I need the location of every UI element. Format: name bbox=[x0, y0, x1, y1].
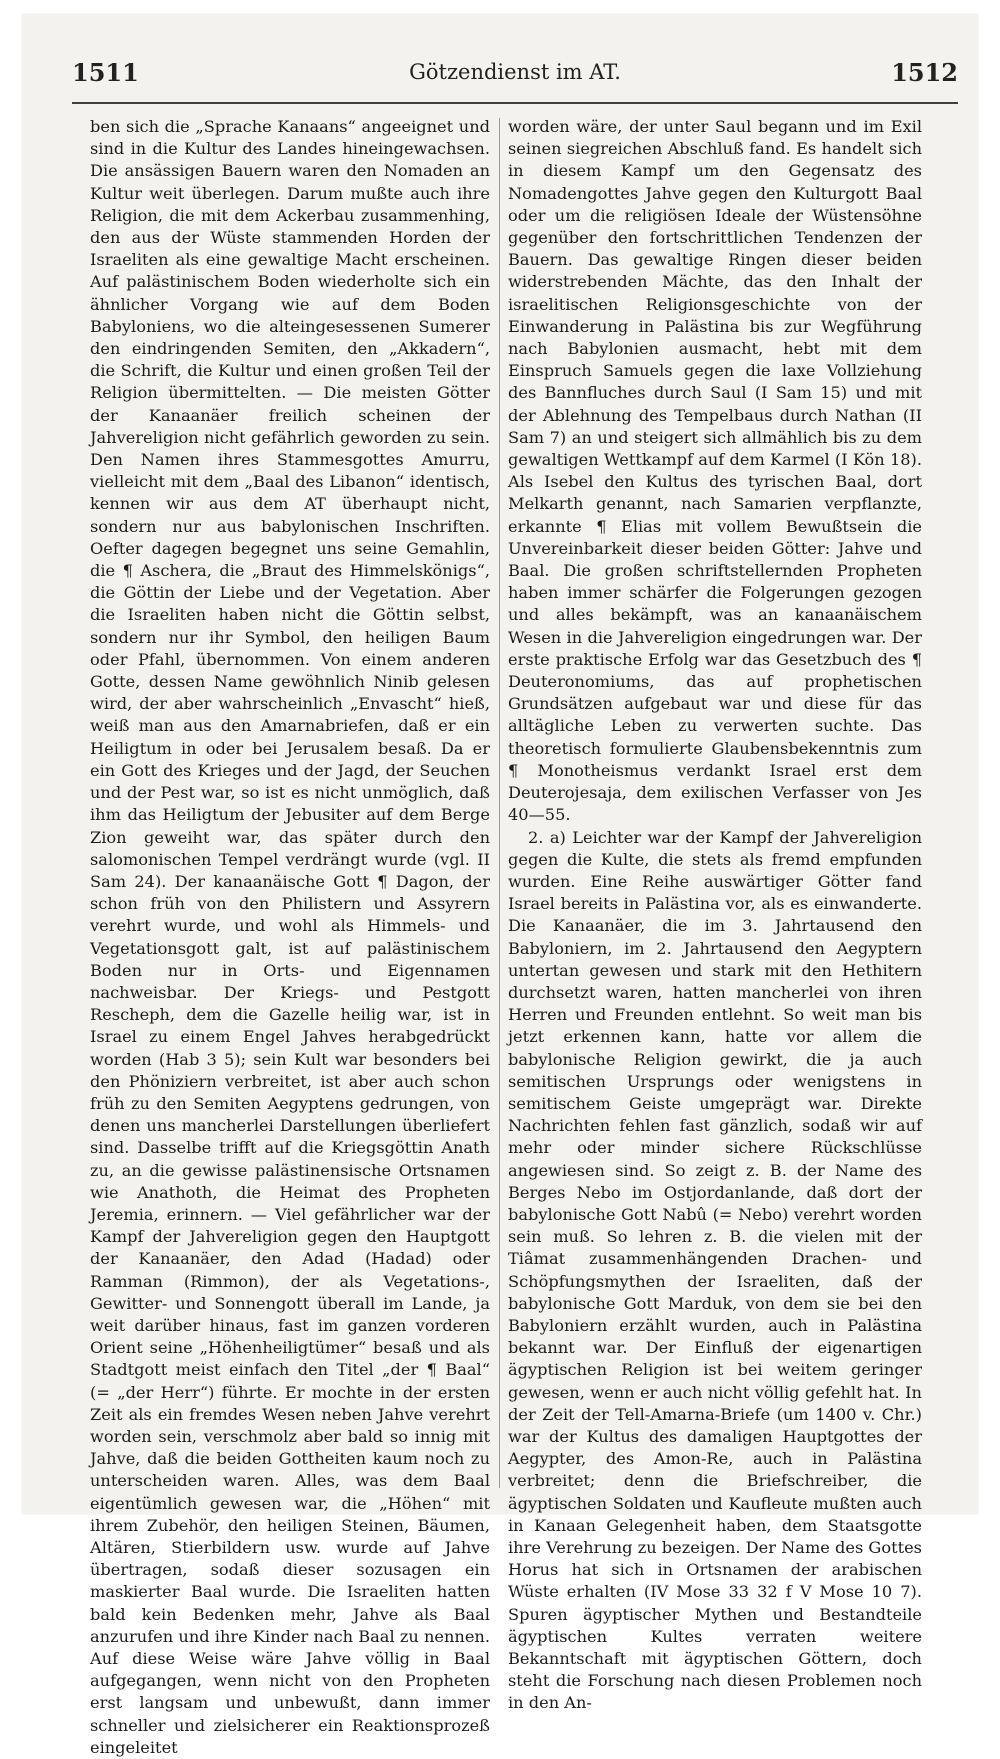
right-column bbox=[508, 116, 922, 1713]
page-number-left: 1511 bbox=[72, 58, 139, 87]
header-rule bbox=[72, 102, 958, 104]
column-divider bbox=[499, 118, 500, 1488]
page-number-right: 1512 bbox=[891, 58, 958, 87]
left-column bbox=[90, 116, 490, 1757]
running-header bbox=[72, 56, 958, 92]
running-title: Götzendienst im AT. bbox=[409, 60, 621, 84]
right-paragraph-2: 2. a) Leichter war der Kampf der Jahvereligion gegen die Kulte, die stets als fremd empfunden wurden. Eine Reihe auswärtiger Götter fand Israel bereits in Palästina vor, als es einwanderte. Die Kanaanäer, die im 3. Jahrtausend den Babyloniern, im 2. Jahrtausend den Aegyptern untertan gewesen und stark mit den Hethitern durchsetzt waren, hatten mancherlei von ihren Herren und Freunden entlehnt. So weit man bis jetzt erkennen kann, hatte vor allem die babylonische Religion gewirkt, die ja auch semitischen Ursprungs oder wenigstens in semitischem Geiste umgeprägt war. Direkte Nachrichten fehlen fast gänzlich, sodaß wir auf mehr oder minder sichere Rückschlüsse angewiesen sind. So zeigt z. B. der Name des Berges Nebo im Ostjordanlande, daß dort der babylonische Gott Nabû (= Nebo) verehrt worden sein muß. So lehren z. B. die vielen mit der Tiâmat zusammenhängenden Drachen- und Schöpfungsmythen der Israeliten, daß der babylonische Gott Marduk, von dem sie bei den Babyloniern erzählt wurden, auch in Palästina bekannt war. Der Einfluß der eigenartigen ägyptischen Religion ist bei weitem geringer gewesen, wenn er auch nicht völlig gefehlt hat. In der Zeit der Tell-Amarna-Briefe (um 1400 v. Chr.) war der Kultus des damaligen Hauptgottes der Aegypter, des Amon-Re, auch in Palästina verbreitet; denn die Briefschreiber, die ägyptischen Soldaten und Kaufleute mußten auch in Kanaan Gelegenheit haben, dem Staatsgotte ihre Verehrung zu bezeigen. Der Name des Gottes Horus hat sich in Ortsnamen der arabischen Wüste erhalten (IV Mose 33 32 f V Mose 10 7). Spuren ägyptischer Mythen und Bestandteile ägyptischen Kultes verraten weitere Bekanntschaft mit ägyptischen Göttern, doch steht die Forschung nach diesen Problemen noch in den An- bbox=[508, 827, 922, 1713]
left-paragraph-1: ben sich die „Sprache Kanaans“ angeeignet und sind in die Kultur des Landes hineingewachsen. Die ansässigen Bauern waren den Nomaden an Kultur weit überlegen. Darum mußte auch ihre Religion, die mit dem Ackerbau zusammenhing, den aus der Wüste stammenden Horden der Israeliten als eine gewaltige Macht erscheinen. Auf palästinischem Boden wiederholte sich ein ähnlicher Vorgang wie auf dem Boden Babyloniens, wo die alteingesessenen Sumerer den eindringenden Semiten, den „Akkadern“, die Schrift, die Kultur und einen großen Teil der Religion übermittelten. — Die meisten Götter der Kanaanäer freilich scheinen der Jahvereligion nicht gefährlich geworden zu sein. Den Namen ihres Stammesgottes Amurru, vielleicht mit dem „Baal des Libanon“ identisch, kennen wir aus dem AT überhaupt nicht, sondern nur aus babylonischen Inschriften. Oefter dagegen begegnet uns seine Gemahlin, die ¶ Aschera, die „Braut des Himmelskönigs“, die Göttin der Liebe und der Vegetation. Aber die Israeliten haben nicht die Göttin selbst, sondern nur ihr Symbol, den heiligen Baum oder Pfahl, übernommen. Von einem anderen Gotte, dessen Name gewöhnlich Ninib gelesen wird, der aber wahrscheinlich „Envascht“ hieß, weiß man aus den Amarnabriefen, daß er ein Heiligtum in oder bei Jerusalem besaß. Da er ein Gott des Krieges und der Jagd, der Seuchen und der Pest war, so ist es nicht unmöglich, daß ihm das Heiligtum der Jebusiter auf dem Berge Zion geweiht war, das später durch den salomonischen Tempel verdrängt wurde (vgl. II Sam 24). Der kanaanäische Gott ¶ Dagon, der schon früh von den Philistern und Assyrern verehrt wurde, und wohl als Himmels- und Vegetationsgott galt, ist auf palästinischem Boden nur in Orts- und Eigennamen nachweisbar. Der Kriegs- und Pestgott Rescheph, dem die Gazelle heilig war, ist in Israel zu einem Engel Jahves herabgedrückt worden (Hab 3 5); sein Kult war besonders bei den Phöniziern verbreitet, ist aber auch schon früh zu den Semiten Aegyptens gedrungen, von denen uns mancherlei Darstellungen überliefert sind. Dasselbe trifft auf die Kriegsgöttin Anath zu, an die gewisse palästinensische Ortsnamen wie Anathoth, die Heimat des Propheten Jeremia, erinnern. — Viel gefährlicher war der Kampf der Jahvereligion gegen den Hauptgott der Kanaanäer, den Adad (Hadad) oder Ramman (Rimmon), der als Vegetations-, Gewitter- und Sonnengott überall im Lande, ja weit darüber hinaus, fast im ganzen vorderen Orient seine „Höhenheiligtümer“ besaß und als Stadtgott meist einfach den Titel „der ¶ Baal“ (= „der Herr“) führte. Er mochte in der ersten Zeit als ein fremdes Wesen neben Jahve verehrt worden sein, verschmolz aber bald so innig mit Jahve, daß die beiden Gottheiten kaum noch zu unterscheiden waren. Alles, was dem Baal eigentümlich gewesen war, die „Höhen“ mit ihrem Zubehör, den heiligen Steinen, Bäumen, Altären, Stierbildern usw. wurde auf Jahve übertragen, sodaß dieser sozusagen ein maskierter Baal wurde. Die Israeliten hatten bald kein Bedenken mehr, Jahve als Baal anzurufen und ihre Kinder nach Baal zu nennen. Auf diese Weise wäre Jahve völlig in Baal aufgegangen, wenn nicht von den Propheten erst langsam und unbewußt, dann immer schneller und zielsicherer ein Reaktionsprozeß eingeleitet bbox=[90, 117, 490, 1757]
right-paragraph-1: worden wäre, der unter Saul begann und im Exil seinen siegreichen Abschluß fand. Es handelt sich in diesem Kampf um den Gegensatz des Nomadengottes Jahve gegen den Kulturgott Baal oder um die religiösen Ideale der Wüstensöhne gegenüber den fortschrittlichen Tendenzen der Bauern. Das gewaltige Ringen dieser beiden widerstrebenden Mächte, das den Inhalt der israelitischen Religionsgeschichte von der Einwanderung in Palästina bis zur Wegführung nach Babylonien ausmacht, hebt mit dem Einspruch Samuels gegen die laxe Vollziehung des Bannfluches durch Saul (I Sam 15) und mit der Ablehnung des Tempelbaus durch Nathan (II Sam 7) an und steigert sich allmählich bis zu dem gewaltigen Wettkampf auf dem Karmel (I Kön 18). Als Isebel den Kultus des tyrischen Baal, dort Melkarth genannt, nach Samarien verpflanzte, erkannte ¶ Elias mit vollem Bewußtsein die Unvereinbarkeit dieser beiden Götter: Jahve und Baal. Die großen schriftstellernden Propheten haben immer schärfer die Folgerungen gezogen und alles bekämpft, was an kanaanäischem Wesen in die Jahvereligion eingedrungen war. Der erste praktische Erfolg war das Gesetzbuch des ¶ Deuteronomiums, das auf prophetischen Grundsätzen aufgebaut war und diese für das alltägliche Leben zu verwerten suchte. Das theoretisch formulierte Glaubensbekenntnis zum ¶ Monotheismus verdankt Israel erst dem Deuterojesaja, dem exilischen Verfasser von Jes 40—55. bbox=[508, 117, 922, 825]
